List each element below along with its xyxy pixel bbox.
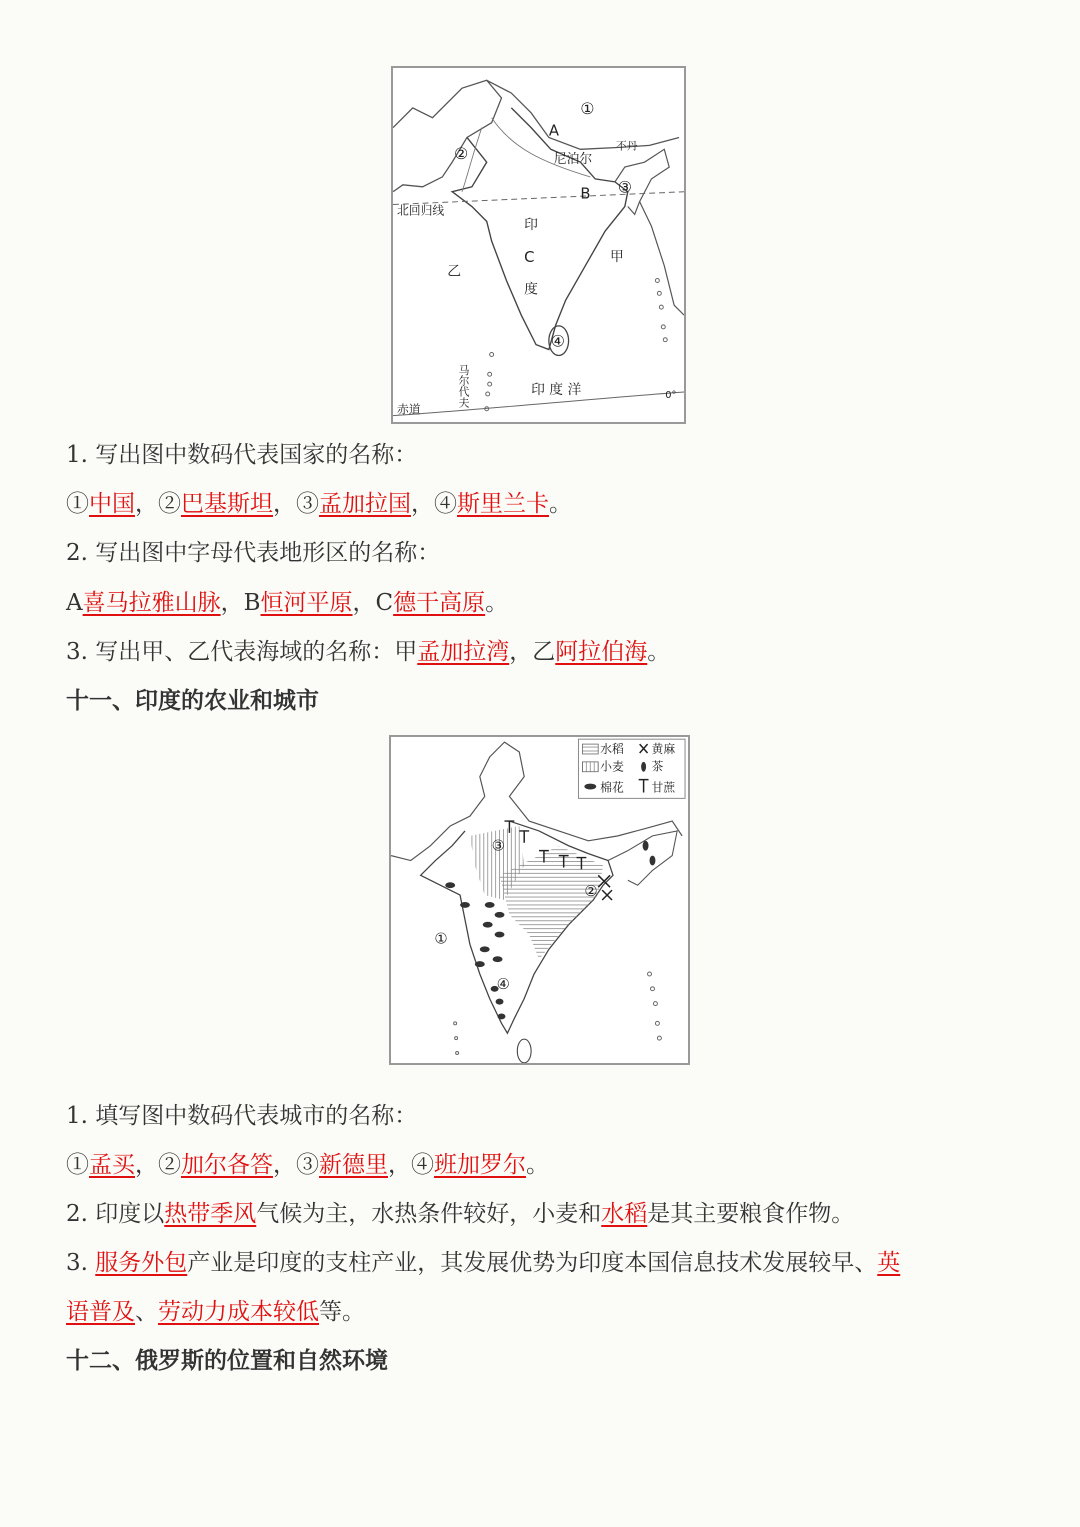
map1-label-maldives: 马尔代夫 [457, 364, 471, 408]
answer: 热带季风 [164, 1201, 257, 1227]
map2-label-3: ③ [491, 837, 505, 855]
answer: 恒河平原 [260, 590, 353, 616]
answer: 劳动力成本较低 [158, 1299, 319, 1325]
map1-label-A: A [548, 122, 559, 140]
answer: 英 [877, 1250, 901, 1276]
map1-label-4: ④ [550, 331, 565, 351]
s11-q2: 2. 印度以热带季风气候为主，水热条件较好，小麦和水稻是其主要粮食作物。 [66, 1201, 855, 1227]
map1-label-bhutan: 不丹 [615, 139, 638, 153]
india-agriculture-map [389, 735, 690, 1065]
map1-label-ocean: 印 度 洋 [531, 381, 582, 398]
answer: 水稻 [601, 1201, 648, 1227]
map2-label-4: ④ [496, 975, 510, 993]
map1-label-C: C [524, 248, 535, 266]
s10-q3: 3. 写出甲、乙代表海域的名称：甲孟加拉湾，乙阿拉伯海。 [66, 639, 671, 665]
s11-q1: 1. 填写图中数码代表城市的名称： [66, 1103, 418, 1129]
map1-label-B: B [580, 185, 591, 203]
s11-a1: ①孟买，②加尔各答，③新德里，④班加罗尔。 [66, 1152, 549, 1178]
section-heading-11: 十一、印度的农业和城市 [66, 688, 319, 714]
legend-rice: 水稻 [600, 741, 624, 756]
legend-wheat: 小麦 [600, 759, 624, 774]
legend-jute: 黄麻 [651, 741, 676, 756]
map1-label-yi: 乙 [447, 263, 462, 280]
answer: 新德里 [319, 1152, 388, 1178]
answer: 孟加拉国 [319, 491, 411, 517]
map1-label-1: ① [580, 98, 595, 118]
s10-q2: 2. 写出图中字母代表地形区的名称： [66, 540, 441, 566]
s10-a2: A喜马拉雅山脉，B恒河平原，C德干高原。 [66, 590, 509, 616]
answer: 加尔各答 [181, 1152, 273, 1178]
map2-label-2: ② [584, 883, 598, 901]
answer: 斯里兰卡 [457, 491, 549, 517]
answer: 巴基斯坦 [181, 491, 273, 517]
map2-label-1: ① [434, 930, 448, 948]
answer: 孟买 [89, 1152, 135, 1178]
answer: 中国 [89, 491, 135, 517]
s11-q3-line1: 3. 服务外包产业是印度的支柱产业，其发展优势为印度本国信息技术发展较早、英 [66, 1250, 901, 1276]
map1-label-yin: 印 [524, 217, 538, 234]
s10-a1: ①中国，②巴基斯坦，③孟加拉国，④斯里兰卡。 [66, 491, 572, 517]
answer: 服务外包 [95, 1250, 188, 1276]
map1-label-3: ③ [617, 177, 633, 197]
s10-q1: 1. 写出图中数码代表国家的名称： [66, 442, 418, 468]
legend-cotton: 棉花 [600, 780, 624, 795]
answer: 德干高原 [393, 590, 486, 616]
section-heading-12: 十二、俄罗斯的位置和自然环境 [66, 1348, 388, 1374]
legend-tea: 茶 [651, 759, 664, 774]
map1-label-zero: 0° [665, 389, 677, 401]
legend-sugarcane: 甘蔗 [651, 780, 676, 795]
map1-label-2: ② [454, 144, 469, 164]
map1-label-du: 度 [524, 281, 538, 298]
map1-label-tropic: 北回归线 [396, 203, 445, 218]
answer: 班加罗尔 [434, 1152, 526, 1178]
map1-label-nepal: 尼泊尔 [553, 152, 593, 168]
answer: 语普及 [66, 1299, 135, 1325]
answer: 阿拉伯海 [555, 639, 648, 665]
answer: 喜马拉雅山脉 [82, 590, 221, 616]
map1-label-jia: 甲 [610, 248, 624, 265]
s11-q3-line2: 语普及、劳动力成本较低等。 [66, 1299, 365, 1325]
answer: 孟加拉湾 [417, 639, 510, 665]
south-asia-map [391, 66, 686, 424]
map1-label-equator: 赤道 [396, 402, 421, 417]
